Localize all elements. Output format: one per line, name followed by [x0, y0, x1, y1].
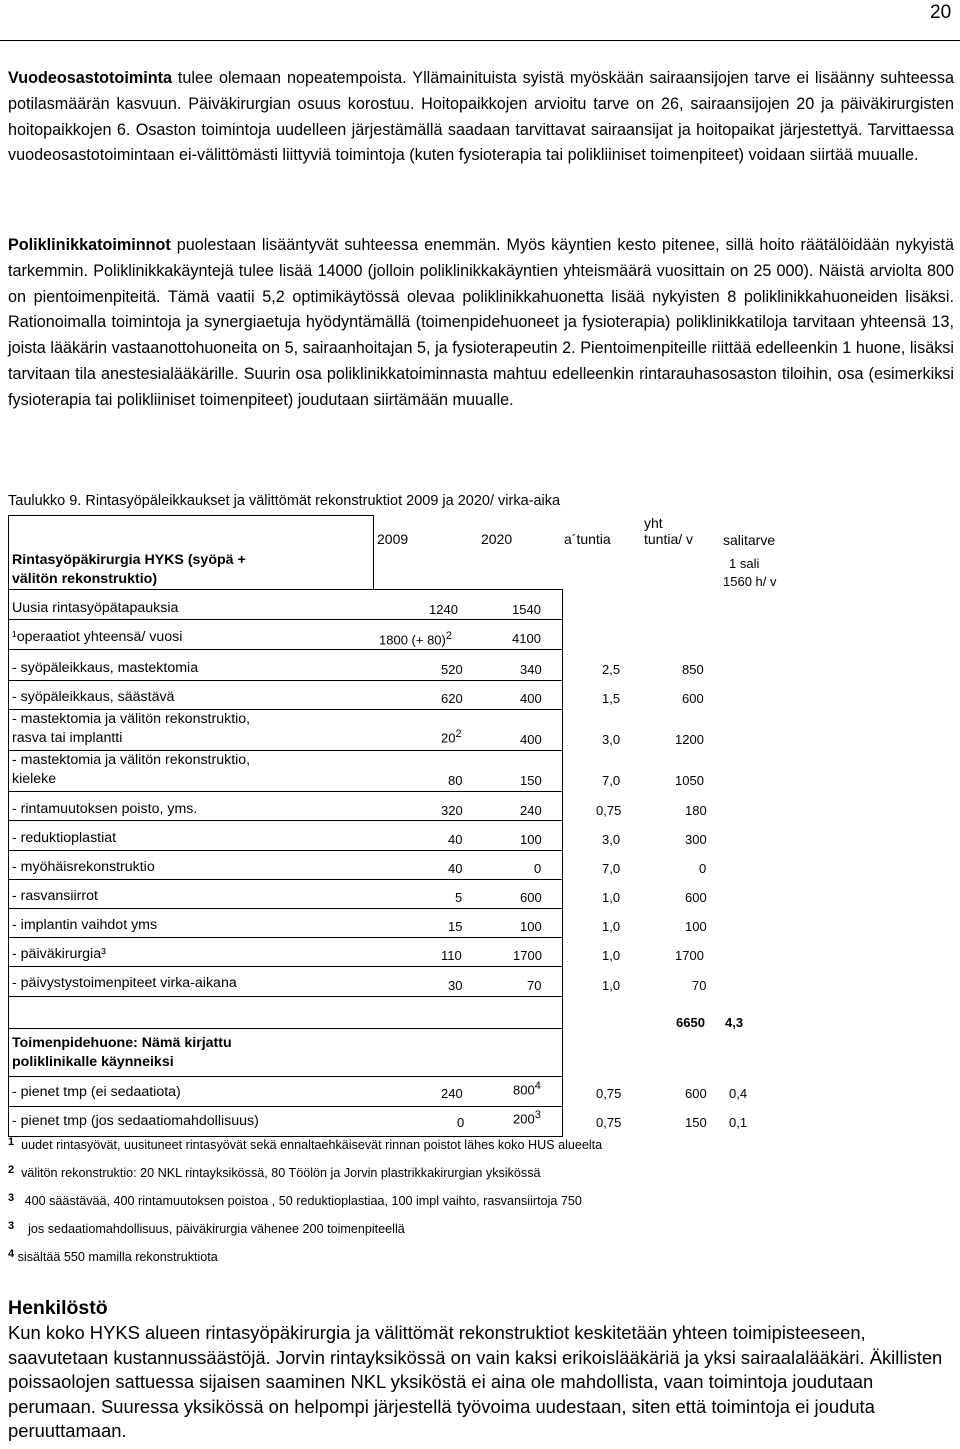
cell-2020: 100	[520, 919, 542, 934]
surgery-table	[8, 515, 958, 1137]
row-label-2: kieleke	[12, 771, 57, 787]
cell-2009: 15	[448, 919, 463, 934]
row-label: - mastektomia ja välitön rekonstruktio,	[12, 711, 251, 727]
grid-line	[8, 680, 562, 681]
grid-line	[8, 996, 562, 997]
footnote: $^2$ välitön rekonstruktio: 20 NKL rintayksikössä, 80 Töölön ja Jorvin plastrikkakirurgian yksikössä	[8, 1164, 541, 1180]
cell-a: 0,75	[596, 1115, 622, 1130]
grid-line	[8, 649, 562, 650]
grid-line	[8, 589, 562, 590]
cell-a: 3,0	[602, 832, 621, 847]
row-label: - reduktioplastiat	[12, 830, 117, 846]
cell-2020: 600	[520, 890, 542, 905]
paragraph-poliklinikka	[8, 233, 954, 414]
cell-2020: 150	[520, 773, 542, 788]
row-label: - mastektomia ja välitön rekonstruktio,	[12, 752, 251, 768]
header-2020: 2020	[481, 531, 513, 547]
cell-2020: 340	[520, 662, 542, 677]
paragraph-text: tulee olemaan nopeatempoista. Yllämainituista syistä myöskään sairaansijojen tarve ei lisäänny suhteessa potilasmäärän kasvuun. Päiväkirurgian osuus korostuu. Hoitopaikkojen arvioitu tarve on 26, sairaansijojen 20 ja päiväkirurgisten hoitopaikkojen 6. Osaston toimintoja uudelleen järjestämällä saadaan tarvittavat sairaansijat ja hoitopaikat järjestettyä. Tarvittaessa vuodeosastotoimintaan ei-välittömästi liittyviä toimintoja (kuten fysioterapia tai polikliiniset toimenpiteet) voidaan siirtää muualle.	[8, 69, 954, 165]
cell-a: 7,0	[602, 861, 621, 876]
cell-a: 1,0	[602, 919, 621, 934]
row-label: - myöhäisrekonstruktio	[12, 859, 155, 875]
table-caption: Taulukko 9. Rintasyöpäleikkaukset ja välittömät rekonstruktiot 2009 ja 2020/ virka-aika	[8, 493, 561, 509]
header-a-tuntia: a´tuntia	[564, 531, 611, 547]
grid-line	[8, 1076, 562, 1077]
paragraph-text: puolestaan lisääntyvät suhteessa enemmän. Myös käyntien kesto pitenee, sillä hoito räätälöidään nykyistä tarkemmin. Poliklinikkakäyntejä tulee lisää 14000 (jolloin poliklinikkakäyntien yhteismäärä vuosittain on 25 000). Näistä arviolta 800 on pientoimenpiteitä. Tämä vaatii 5,2 optimikäytössä olevaa poliklinikkahuonetta lisää nykyisten 8 poliklinikkahuoneiden lisäksi. Rationoimalla toimintoja ja synergiaetuja hyödyntämällä (toimenpidehuoneet ja fysioterapia) poliklinikkatiloja tarvitaan yhteensä 13, joista lääkärin vastaanottohuoneita on 5, sairaanhoitajan 5, ja fysioterapeutin 2. Pientoimenpiteille riittää edelleenkin 1 huone, lisäksi tarvitaan tila anestesialääkärille. Suurin osa poliklinikkatoiminnasta mahtuu edelleenkin rintarauhasosaston tiloihin, osa (esimerkiksi fysioterapia tai polikliiniset toimenpiteet) joudutaan siirtämään muualle.	[8, 236, 954, 409]
grid-line	[8, 820, 562, 821]
cell-sali: 0,1	[729, 1115, 748, 1130]
cell-2020: 240	[520, 803, 542, 818]
grid-line	[373, 515, 374, 589]
cell-2020: 0	[534, 861, 542, 876]
footnote: $^1$ uudet rintasyövät, uusituneet rintasyövät sekä ennaltaehkäisevät rinnan poistot lähes koko HUS alueelta	[8, 1136, 603, 1152]
grid-line	[8, 515, 373, 516]
grid-line	[8, 850, 562, 851]
cell-yht: 150	[685, 1115, 707, 1130]
cell-2020: 4100	[512, 631, 541, 646]
cell-2009: 320	[441, 803, 463, 818]
sali-count: 1 sali	[729, 556, 760, 571]
cell-2009: 1240	[429, 602, 458, 617]
cell-2009: 110	[441, 948, 462, 963]
cell-yht: 0	[699, 861, 707, 876]
cell-2009: 620	[441, 691, 463, 706]
grid-line	[8, 908, 562, 909]
sali-hours: 1560 h/ v	[723, 574, 777, 589]
grid-line	[8, 966, 562, 967]
cell-a: 7,0	[602, 773, 621, 788]
header-salitarve: salitarve	[723, 532, 776, 548]
grid-line	[8, 619, 562, 620]
cell-yht: 600	[682, 691, 704, 706]
cell-2020: $800^4$	[513, 1080, 541, 1098]
header-2009: 2009	[377, 531, 409, 547]
row-label: - pienet tmp (ei sedaatiota)	[12, 1084, 181, 1100]
row-label: - pienet tmp (jos sedaatiomahdollisuus)	[12, 1113, 259, 1129]
section-title: välitön rekonstruktio)	[12, 571, 158, 587]
total-sali: 4,3	[725, 1015, 744, 1030]
grid-line	[8, 791, 562, 792]
cell-2020: 1700	[513, 948, 542, 963]
row-label: - implantin vaihdot yms	[12, 917, 158, 933]
cell-yht: 100	[685, 919, 707, 934]
cell-2009: 240	[441, 1086, 463, 1101]
grid-line	[562, 589, 563, 1137]
cell-yht: 1200	[675, 732, 704, 747]
cell-2009: 30	[448, 978, 463, 993]
row-label-2: rasva tai implantti	[12, 730, 123, 746]
cell-a: 1,0	[602, 948, 621, 963]
grid-line	[8, 1028, 562, 1029]
cell-2009: $20^2$	[441, 728, 462, 746]
cell-2009: 520	[441, 662, 463, 677]
grid-line	[8, 750, 562, 751]
cell-yht: 70	[692, 978, 707, 993]
cell-yht: 850	[682, 662, 704, 677]
cell-2009: 0	[457, 1115, 465, 1130]
cell-2020: 1540	[512, 602, 541, 617]
cell-yht: 300	[685, 832, 707, 847]
row-label: Uusia rintasyöpätapauksia	[12, 600, 179, 616]
row-label: - syöpäleikkaus, säästävä	[12, 689, 175, 705]
cell-sali: 0,4	[729, 1086, 748, 1101]
paragraph-vuodeosasto	[8, 66, 954, 169]
grid-line	[8, 515, 9, 1137]
cell-a: 0,75	[596, 803, 622, 818]
footnote: $^3$ jos sedaatiomahdollisuus, päiväkirurgia vähenee 200 toimenpiteellä	[8, 1220, 405, 1236]
grid-line	[8, 879, 562, 880]
cell-yht: 180	[685, 803, 707, 818]
section-title: poliklinikalle käynneiksi	[12, 1054, 174, 1070]
paragraph-lead: Vuodeosastotoiminta	[8, 69, 172, 87]
cell-a: 1,0	[602, 978, 621, 993]
cell-2020: 400	[520, 732, 542, 747]
total-hours: 6650	[676, 1015, 705, 1030]
cell-a: 1,0	[602, 890, 621, 905]
cell-yht: 1050	[675, 773, 704, 788]
section-heading: Henkilöstö	[8, 1297, 108, 1319]
row-label: - päivystystoimenpiteet virka-aikana	[12, 975, 237, 991]
grid-line	[8, 709, 562, 710]
grid-line	[8, 1106, 562, 1107]
cell-2020: 70	[527, 978, 542, 993]
cell-yht: 600	[685, 1086, 707, 1101]
header-rule	[0, 40, 960, 41]
cell-2009: 1800 (+ 80)$^2$	[379, 630, 452, 648]
cell-yht: 1700	[675, 948, 704, 963]
page-number: 20	[930, 2, 952, 23]
cell-a: 0,75	[596, 1086, 622, 1101]
row-label: - päiväkirurgia³	[12, 946, 106, 962]
footnote: $^4$ sisältää 550 mamilla rekonstruktiota	[8, 1248, 218, 1264]
header-tuntia-v: tuntia/ v	[644, 531, 694, 547]
cell-2009: 40	[448, 861, 463, 876]
section-title: Toimenpidehuone: Nämä kirjattu	[12, 1035, 232, 1051]
cell-2009: 80	[448, 773, 463, 788]
cell-a: 2,5	[602, 662, 621, 677]
cell-yht: 600	[685, 890, 707, 905]
cell-a: 3,0	[602, 732, 621, 747]
paragraph-lead: Poliklinikkatoiminnot	[8, 236, 171, 254]
footnote: $^3$ 400 säästävää, 400 rintamuutoksen poistoa , 50 reduktioplastiaa, 100 impl vaihto, rasvansiirtoja 750	[8, 1192, 582, 1208]
cell-a: 1,5	[602, 691, 621, 706]
header-yht: yht	[644, 515, 663, 531]
row-label: - rasvansiirrot	[12, 888, 98, 904]
section-title: Rintasyöpäkirurgia HYKS (syöpä +	[12, 552, 246, 568]
cell-2020: 100	[520, 832, 542, 847]
henkilosto-paragraph: Kun koko HYKS alueen rintasyöpäkirurgia ja välittömät rekonstruktiot keskitetään yhteen toimipisteeseen, saavutetaan kustannussäästöjä. Jorvin rintayksikössä on vain kaksi erikoislääkäriä ja yksi sairaalalääkäri. Äkillisten poissaolojen sattuessa sijaisen saaminen NKL yksiköstä ei aina ole mahdollista, vaan toimintoja joudutaan perumaan. Suuressa yksikössä on helpompi järjestellä työvoima uudestaan, siten että toimintoja ei jouduta peruuttamaan.	[8, 1322, 943, 1442]
row-label: - syöpäleikkaus, mastektomia	[12, 660, 199, 676]
row-label: ¹operaatiot yhteensä/ vuosi	[12, 629, 183, 645]
cell-2020: $200^3$	[513, 1109, 541, 1127]
cell-2009: 40	[448, 832, 463, 847]
grid-line	[8, 937, 562, 938]
row-label: - rintamuutoksen poisto, yms.	[12, 801, 198, 817]
cell-2020: 400	[520, 691, 542, 706]
cell-2009: 5	[455, 890, 463, 905]
